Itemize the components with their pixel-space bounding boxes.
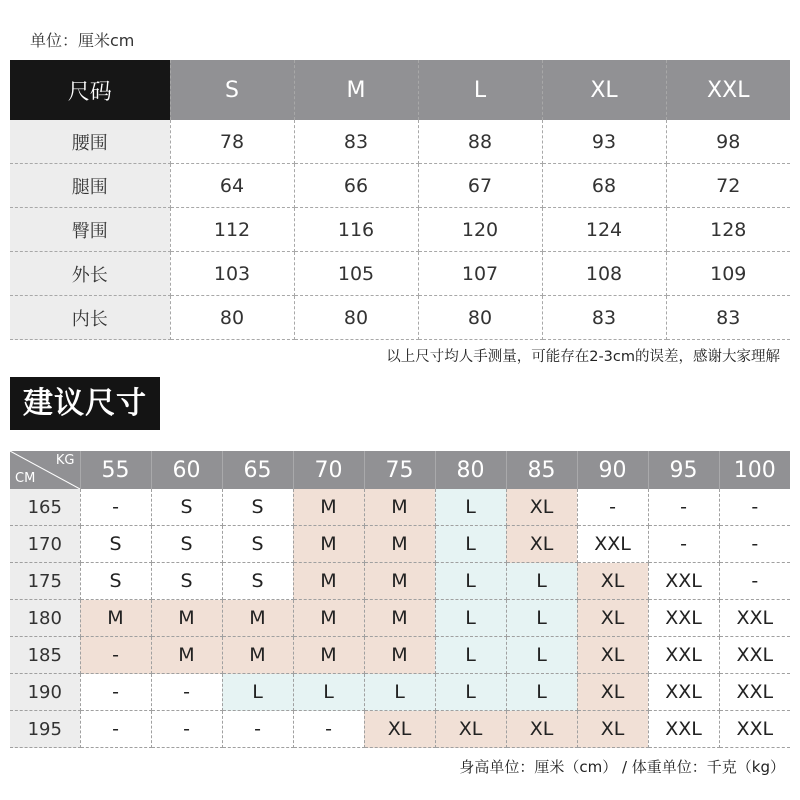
measurement-value: 78	[170, 120, 294, 164]
height-row	[10, 563, 790, 600]
recommended-size-cell: L	[435, 563, 506, 600]
recommended-size-cell: S	[222, 563, 293, 600]
size-chart-header-row	[10, 60, 790, 120]
size-chart-row	[10, 164, 790, 208]
recommended-size-cell: XL	[506, 526, 577, 563]
recommended-size-cell: L	[435, 674, 506, 711]
recommended-size-cell: XXL	[648, 711, 719, 748]
recommended-size-cell: -	[80, 637, 151, 674]
size-column-header: M	[294, 60, 418, 120]
recommended-size-cell: L	[506, 637, 577, 674]
measurement-value: 83	[542, 296, 666, 340]
measurement-label: 腿围	[10, 164, 170, 208]
size-chart-row	[10, 296, 790, 340]
recommended-size-cell: XXL	[648, 637, 719, 674]
measurement-value: 120	[418, 208, 542, 252]
recommended-size-cell: M	[80, 600, 151, 637]
recommended-size-cell: XL	[577, 711, 648, 748]
measurement-label: 外长	[10, 252, 170, 296]
recommended-size-cell: M	[151, 600, 222, 637]
recommended-size-cell: M	[293, 637, 364, 674]
measurement-value: 67	[418, 164, 542, 208]
weight-column-header: 55	[80, 451, 151, 489]
height-label: 185	[10, 637, 80, 674]
recommended-size-cell: M	[364, 489, 435, 526]
size-chart-row	[10, 252, 790, 296]
measurement-value: 108	[542, 252, 666, 296]
height-label: 195	[10, 711, 80, 748]
size-chart-row	[10, 120, 790, 164]
kg-label: KG	[55, 453, 75, 468]
height-row	[10, 711, 790, 748]
measurement-value: 80	[418, 296, 542, 340]
recommended-size-cell: L	[435, 600, 506, 637]
recommended-size-cell: XXL	[577, 526, 648, 563]
measurement-value: 105	[294, 252, 418, 296]
recommended-size-cell: M	[151, 637, 222, 674]
recommended-size-cell: XXL	[648, 600, 719, 637]
weight-column-header: 100	[719, 451, 790, 489]
recommended-size-cell: L	[435, 637, 506, 674]
recommendation-table	[10, 451, 790, 748]
recommended-size-cell: S	[80, 526, 151, 563]
weight-column-header: 60	[151, 451, 222, 489]
kg-cm-corner-cell	[10, 451, 80, 489]
recommendation-header-row	[10, 451, 790, 489]
weight-column-header: 65	[222, 451, 293, 489]
recommended-size-cell: -	[151, 711, 222, 748]
recommended-size-cell: L	[364, 674, 435, 711]
recommended-size-cell: S	[80, 563, 151, 600]
measurement-value: 80	[294, 296, 418, 340]
section-title: 建议尺寸	[10, 377, 160, 430]
recommended-size-cell: XL	[506, 489, 577, 526]
height-label: 165	[10, 489, 80, 526]
recommended-size-cell: L	[222, 674, 293, 711]
recommended-size-cell: M	[293, 526, 364, 563]
measurement-label: 内长	[10, 296, 170, 340]
measurement-value: 109	[666, 252, 790, 296]
size-column-header: XXL	[666, 60, 790, 120]
size-column-header: S	[170, 60, 294, 120]
measurement-note: 以上尺寸均人手测量，可能存在2-3cm的误差，感谢大家理解	[386, 349, 780, 365]
recommended-size-cell: L	[506, 600, 577, 637]
measurement-value: 98	[666, 120, 790, 164]
measurement-value: 103	[170, 252, 294, 296]
recommended-size-cell: XXL	[719, 674, 790, 711]
measurement-label: 臀围	[10, 208, 170, 252]
recommended-size-cell: -	[577, 489, 648, 526]
cm-label: CM	[15, 471, 36, 486]
measurement-value: 88	[418, 120, 542, 164]
size-chart-table	[10, 60, 790, 340]
measurement-value: 124	[542, 208, 666, 252]
recommended-size-cell: XXL	[648, 563, 719, 600]
weight-column-header: 80	[435, 451, 506, 489]
recommended-size-cell: M	[293, 600, 364, 637]
recommended-size-cell: S	[151, 489, 222, 526]
recommended-size-cell: M	[364, 600, 435, 637]
recommended-size-cell: -	[648, 526, 719, 563]
recommended-size-cell: XXL	[719, 600, 790, 637]
height-row	[10, 489, 790, 526]
recommended-size-cell: -	[151, 674, 222, 711]
measurement-value: 107	[418, 252, 542, 296]
size-column-header: XL	[542, 60, 666, 120]
height-row	[10, 526, 790, 563]
recommended-size-cell: L	[506, 563, 577, 600]
recommended-size-cell: XL	[506, 711, 577, 748]
measurement-value: 64	[170, 164, 294, 208]
recommended-size-cell: M	[293, 489, 364, 526]
recommended-size-cell: -	[719, 563, 790, 600]
weight-column-header: 70	[293, 451, 364, 489]
height-row	[10, 674, 790, 711]
height-label: 180	[10, 600, 80, 637]
recommended-size-cell: M	[364, 526, 435, 563]
height-label: 170	[10, 526, 80, 563]
recommended-size-cell: -	[719, 489, 790, 526]
recommended-size-cell: -	[222, 711, 293, 748]
recommended-size-cell: XXL	[648, 674, 719, 711]
unit-footer: 身高单位：厘米（cm） / 体重单位：千克（kg）	[459, 758, 785, 776]
measurement-value: 128	[666, 208, 790, 252]
measurement-value: 83	[294, 120, 418, 164]
recommended-size-cell: XL	[435, 711, 506, 748]
size-chart-corner: 尺码	[10, 60, 170, 120]
recommended-size-cell: -	[293, 711, 364, 748]
height-row	[10, 600, 790, 637]
measurement-label: 腰围	[10, 120, 170, 164]
unit-label: 单位：厘米cm	[30, 31, 135, 50]
recommended-size-cell: M	[222, 600, 293, 637]
recommended-size-cell: M	[364, 637, 435, 674]
recommended-size-cell: XL	[577, 637, 648, 674]
size-column-header: L	[418, 60, 542, 120]
recommended-size-cell: S	[222, 526, 293, 563]
measurement-value: 68	[542, 164, 666, 208]
measurement-value: 93	[542, 120, 666, 164]
recommended-size-cell: -	[80, 711, 151, 748]
recommended-size-cell: XL	[577, 674, 648, 711]
recommended-size-cell: S	[222, 489, 293, 526]
recommended-size-cell: L	[435, 489, 506, 526]
recommended-size-cell: -	[80, 674, 151, 711]
recommended-size-cell: XXL	[719, 637, 790, 674]
recommended-size-cell: L	[435, 526, 506, 563]
weight-column-header: 95	[648, 451, 719, 489]
recommended-size-cell: -	[719, 526, 790, 563]
recommended-size-cell: L	[293, 674, 364, 711]
recommended-size-cell: XL	[577, 563, 648, 600]
recommended-size-cell: XL	[577, 600, 648, 637]
recommended-size-cell: M	[222, 637, 293, 674]
height-label: 190	[10, 674, 80, 711]
recommended-size-cell: -	[648, 489, 719, 526]
recommended-size-cell: M	[364, 563, 435, 600]
recommended-size-cell: M	[293, 563, 364, 600]
measurement-value: 72	[666, 164, 790, 208]
measurement-value: 80	[170, 296, 294, 340]
recommended-size-cell: S	[151, 563, 222, 600]
height-label: 175	[10, 563, 80, 600]
size-chart-row	[10, 208, 790, 252]
recommended-size-cell: XL	[364, 711, 435, 748]
recommended-size-cell: S	[151, 526, 222, 563]
recommended-size-cell: -	[80, 489, 151, 526]
weight-column-header: 85	[506, 451, 577, 489]
measurement-value: 66	[294, 164, 418, 208]
recommended-size-cell: XXL	[719, 711, 790, 748]
recommended-size-cell: L	[506, 674, 577, 711]
height-row	[10, 637, 790, 674]
weight-column-header: 75	[364, 451, 435, 489]
measurement-value: 112	[170, 208, 294, 252]
measurement-value: 116	[294, 208, 418, 252]
measurement-value: 83	[666, 296, 790, 340]
weight-column-header: 90	[577, 451, 648, 489]
